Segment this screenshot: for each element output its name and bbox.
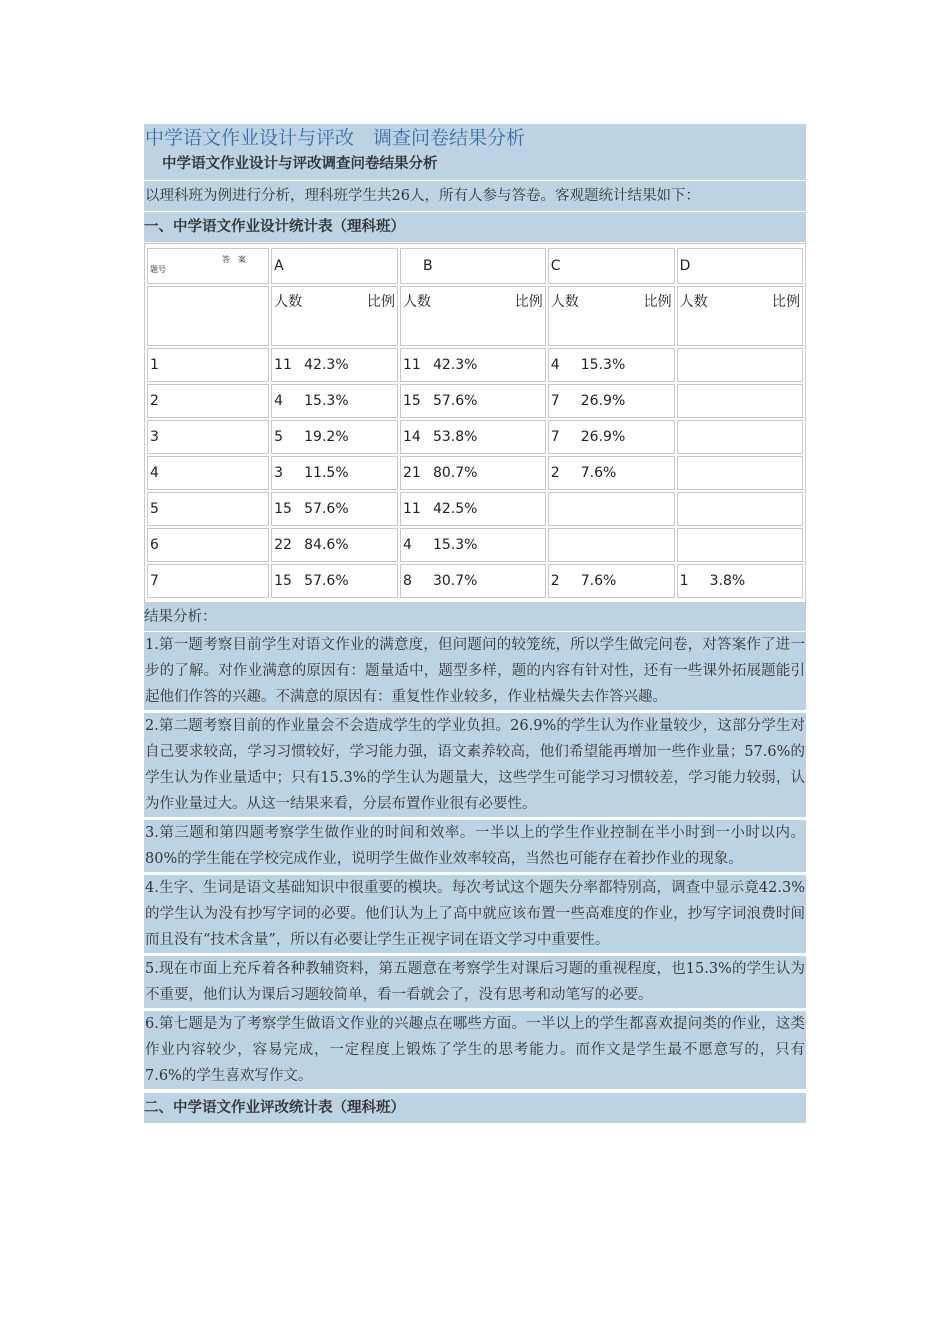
count-value: 21 (402, 465, 421, 481)
ratio-label: 比例 (643, 294, 672, 310)
results-title: 结果分析： (144, 603, 806, 631)
option-b-cell (400, 456, 546, 490)
document-title: 中学语文作业设计与评改 调查问卷结果分析 (144, 124, 806, 152)
ratio-value: 11.5% (304, 465, 349, 481)
subheader-a (271, 286, 398, 346)
option-d-cell (677, 456, 803, 490)
ratio-value: 84.6% (304, 537, 349, 553)
count-value: 4 (402, 537, 412, 553)
option-a-cell (271, 420, 398, 454)
count-value: 4 (550, 357, 560, 373)
option-a-cell (271, 384, 398, 418)
option-d-cell (677, 348, 803, 382)
count-value: 11 (274, 357, 292, 373)
analysis-paragraph-6: 6.第七题是为了考察学生做语文作业的兴趣点在哪些方面。一半以上的学生都喜欢提问类的作业，这类作业内容较少，容易完成，一定程度上锻炼了学生的思考能力。而作文是学生最不愿意写的，只有7.6%的学生喜欢写作文。 (144, 1011, 806, 1089)
table-body (147, 348, 803, 598)
analysis-paragraph-3: 3.第三题和第四题考察学生做作业的时间和效率。一半以上的学生作业控制在半小时到一小时以内。80%的学生能在学校完成作业，说明学生做作业效率较高，当然也可能存在着抄作业的现象。 (144, 820, 806, 872)
count-value: 15 (274, 501, 292, 517)
count-value: 1 (679, 573, 689, 589)
option-c-cell (548, 348, 675, 382)
table-header-row (147, 248, 803, 284)
option-c-cell (548, 384, 675, 418)
option-b-cell (400, 564, 546, 598)
document (144, 124, 806, 1123)
option-c-cell (548, 492, 675, 526)
option-d-cell (677, 420, 803, 454)
ratio-value: 15.3% (304, 393, 349, 409)
option-b-cell (400, 384, 546, 418)
count-value: 7 (550, 393, 560, 409)
design-stats-table (145, 246, 805, 600)
option-a-cell (271, 528, 398, 562)
subheader-empty-cell (147, 286, 269, 346)
question-number-cell: 4 (147, 456, 269, 490)
count-label: 人数 (274, 294, 303, 310)
subheader-d (677, 286, 803, 346)
document-subtitle: 中学语文作业设计与评改调查问卷结果分析 (144, 152, 806, 180)
ratio-value: 26.9% (580, 393, 626, 409)
section2-title: 二、中学语文作业评改统计表（理科班） (144, 1093, 806, 1123)
ratio-value: 15.3% (580, 357, 626, 373)
count-value: 15 (402, 393, 421, 409)
analysis-paragraph-5: 5.现在市面上充斥着各种教辅资料，第五题意在考察学生对课后习题的重视程度，也15.3%的学生认为不重要，他们认为课后习题较简单，看一看就会了，没有思考和动笔写的必要。 (144, 956, 806, 1008)
option-b-cell (400, 420, 546, 454)
count-value: 11 (402, 357, 421, 373)
ratio-value: 57.6% (432, 393, 478, 409)
count-label: 人数 (550, 294, 579, 310)
count-value: 2 (550, 465, 560, 481)
count-value: 7 (550, 429, 560, 445)
option-a-cell (271, 348, 398, 382)
subheader-b (400, 286, 546, 346)
corner-answer-label: 答 案 (222, 255, 246, 264)
analysis-paragraph-1: 1.第一题考察目前学生对语文作业的满意度，但问题问的较笼统，所以学生做完问卷，对答案作了进一步的了解。对作业满意的原因有：题量适中，题型多样，题的内容有针对性，还有一些课外拓展题能引起他们作答的兴趣。不满意的原因有：重复性作业较多，作业枯燥失去作答兴趣。 (144, 632, 806, 710)
ratio-value: 57.6% (304, 501, 349, 517)
table-row (147, 456, 803, 490)
ratio-value: 19.2% (304, 429, 349, 445)
count-value: 3 (274, 465, 284, 481)
design-stats-table-wrapper (144, 243, 806, 603)
ratio-value: 7.6% (580, 573, 617, 589)
analysis-paragraph-4: 4.生字、生词是语文基础知识中很重要的模块。每次考试这个题失分率都特别高，调查中显示竟42.3%的学生认为没有抄写字词的必要。他们认为上了高中就应该布置一些高难度的作业，抄写字词浪费时间而且没有“技术含量”，所以有必要让学生正视字词在语文学习中重要性。 (144, 875, 806, 953)
table-subheader-row (147, 286, 803, 346)
table-row (147, 564, 803, 598)
option-d-cell (677, 492, 803, 526)
ratio-value: 42.3% (304, 357, 349, 373)
option-c-cell (548, 456, 675, 490)
ratio-label: 比例 (514, 294, 543, 310)
corner-question-label: 题号 (150, 265, 166, 274)
option-a-cell (271, 492, 398, 526)
ratio-value: 42.3% (432, 357, 478, 373)
ratio-value: 3.8% (709, 573, 746, 589)
ratio-value: 57.6% (304, 573, 349, 589)
question-number-cell: 7 (147, 564, 269, 598)
option-b-cell (400, 348, 546, 382)
option-d-header: D (677, 248, 803, 284)
question-number-cell: 2 (147, 384, 269, 418)
table-row (147, 348, 803, 382)
count-label: 人数 (679, 294, 708, 310)
count-value: 22 (274, 537, 292, 553)
analysis-paragraph-2: 2.第二题考察目前的作业量会不会造成学生的学业负担。26.9%的学生认为作业量较少，这部分学生对自己要求较高，学习习惯较好，学习能力强，语文素养较高，他们希望能再增加一些作业量；57.6%的学生认为作业量适中；只有15.3%的学生认为题量大，这些学生可能学习习惯较差，学习能力较弱，认为作业量过大。从这一结果来看，分层布置作业很有必要性。 (144, 713, 806, 817)
ratio-value: 26.9% (580, 429, 626, 445)
option-b-header: B (400, 248, 546, 284)
option-b-cell (400, 528, 546, 562)
table-row (147, 420, 803, 454)
count-value: 14 (402, 429, 421, 445)
option-b-cell (400, 492, 546, 526)
option-c-cell (548, 528, 675, 562)
option-a-header: A (271, 248, 398, 284)
ratio-value: 30.7% (432, 573, 478, 589)
table-row (147, 384, 803, 418)
question-number-cell: 3 (147, 420, 269, 454)
ratio-label: 比例 (772, 294, 800, 310)
subheader-c (548, 286, 675, 346)
section1-title: 一、中学语文作业设计统计表（理科班） (144, 212, 806, 242)
count-value: 5 (274, 429, 284, 445)
option-c-cell (548, 564, 675, 598)
ratio-value: 42.5% (432, 501, 478, 517)
option-d-cell (677, 384, 803, 418)
option-d-cell (677, 564, 803, 598)
table-row (147, 492, 803, 526)
ratio-value: 15.3% (432, 537, 478, 553)
ratio-value: 53.8% (432, 429, 478, 445)
intro-text: 以理科班为例进行分析，理科班学生共26人，所有人参与答卷。客观题统计结果如下： (144, 181, 806, 211)
count-label: 人数 (402, 294, 431, 310)
option-c-header: C (548, 248, 675, 284)
question-number-cell: 5 (147, 492, 269, 526)
count-value: 2 (550, 573, 560, 589)
ratio-label: 比例 (366, 294, 395, 310)
corner-cell (147, 248, 269, 284)
count-value: 15 (274, 573, 292, 589)
option-a-cell (271, 456, 398, 490)
option-a-cell (271, 564, 398, 598)
ratio-value: 7.6% (580, 465, 617, 481)
question-number-cell: 6 (147, 528, 269, 562)
option-c-cell (548, 420, 675, 454)
question-number-cell: 1 (147, 348, 269, 382)
ratio-value: 80.7% (432, 465, 478, 481)
count-value: 11 (402, 501, 421, 517)
count-value: 8 (402, 573, 412, 589)
count-value: 4 (274, 393, 284, 409)
table-row (147, 528, 803, 562)
option-d-cell (677, 528, 803, 562)
